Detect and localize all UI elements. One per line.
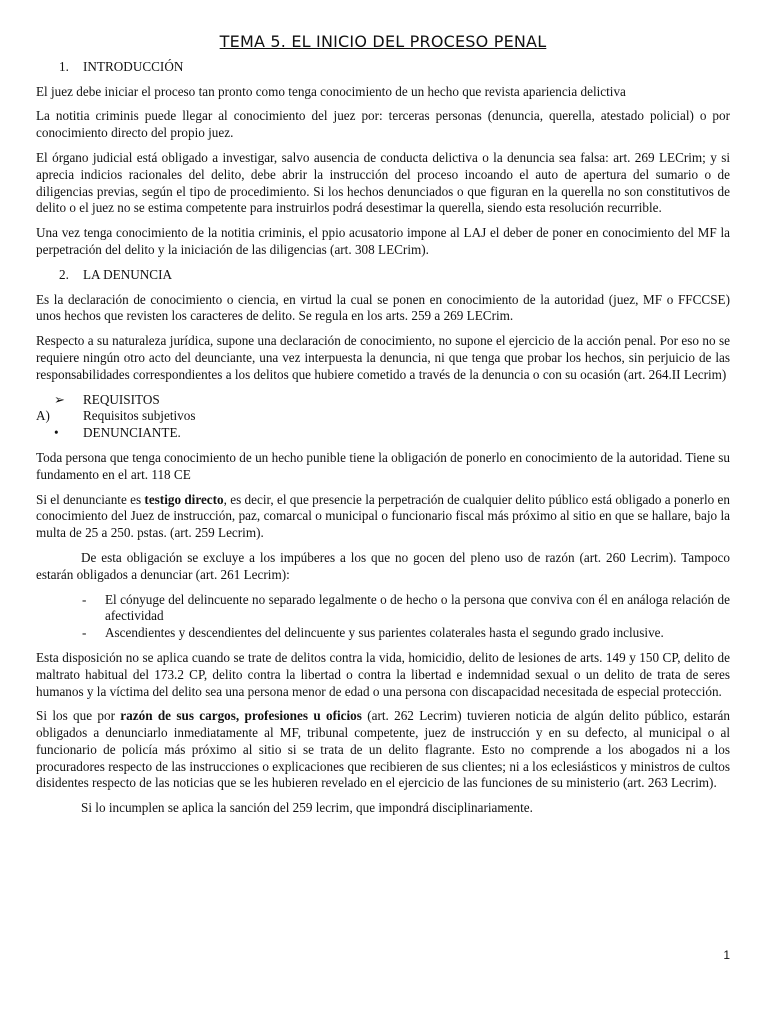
requisitos-list [36, 392, 730, 442]
paragraph: Respecto a su naturaleza jurídica, supone una declaración de conocimiento, no supone el ejercicio de la acción penal. Por eso no se requiere ningún otro acto del deunciante, una vez interpuesta la denuncia, ni que tenga que probar los hechos, sin perjuicio de las responsabilidades correspondientes a los delitos que hubiere cometido a través de la denuncia o con su ocasión (art. 264.II Lecrim) [36, 333, 730, 382]
section-label: INTRODUCCIÓN [83, 58, 184, 74]
section-heading-denuncia [36, 267, 730, 284]
section-number: 1. [59, 58, 69, 74]
exclusion-list [36, 592, 730, 642]
bullet-icon: • [54, 425, 59, 441]
text-run: (art. 262 Lecrim) tuvieren noticia de algún delito público, estarán obligados a denunciarlo inmediatamente al MF, tribunal competente, juez de instrucción y en su defecto, al municipal o al funcionario de policía más próximo al sitio si se trata de un delito flagrante. Esto no comprende a los abogados ni a los procuradores respecto de las instrucciones o explicaciones que recibieren de sus clientes; ni a los eclesiásticos y ministros de cultos disidentes respecto de las noticias que se les hubieren revelado en el ejercicio de las funciones de su ministerio (art. 263 Lecrim). [36, 708, 730, 791]
list-item-label: REQUISITOS [83, 391, 160, 407]
arrow-bullet-icon: ➢ [54, 391, 66, 407]
section-number: 2. [59, 266, 69, 282]
page-title: TEMA 5. EL INICIO DEL PROCESO PENAL [219, 32, 547, 51]
list-marker: A) [36, 408, 50, 424]
paragraph: El órgano judicial está obligado a investigar, salvo ausencia de conducta delictiva o la denuncia sea falsa: art. 269 LECrim; y si aprecia indicios racionales del delito, debe abrir la instrucción del proceso incoando el auto de apertura del sumario o de diligencias previas, según el tipo de procedimiento. Si los hechos denunciados o que figuran en la querella no son constitutivos de delito o el juez no se estima competente para instruirlos podrá desestimar la querella, siendo esta resolución recurrible. [36, 149, 730, 216]
text-run: Si el denunciante es [36, 491, 145, 507]
dash-marker: - [82, 625, 87, 641]
paragraph: Toda persona que tenga conocimiento de un hecho punible tiene la obligación de ponerlo en conocimiento de la autoridad. Tiene su fundamento en el art. 118 CE [36, 449, 730, 482]
list-item-label: El cónyuge del delincuente no separado legalmente o de hecho o la persona que conviva con él en análoga relación de afectividad [105, 591, 730, 624]
list-item [36, 625, 730, 642]
section-heading-introduccion [36, 59, 730, 76]
paragraph-testigo-directo [36, 492, 730, 542]
paragraph: El juez debe iniciar el proceso tan pronto como tenga conocimiento de un hecho que revista apariencia delictiva [36, 83, 626, 99]
list-item [36, 392, 730, 409]
section-label: LA DENUNCIA [83, 266, 173, 282]
list-item [36, 425, 730, 442]
list-item [36, 592, 730, 626]
text-run: , es decir, el que presencie la perpetración de cualquier delito público está obligado a ponerlo en conocimiento del Juez de instrucción, paz, comarcal o municipal o funcionario fiscal más próximo al sitio en que se hallare, bajo la multa de 25 a 250. pstas. (art. 259 Lecrim). [36, 491, 730, 541]
paragraph: Si lo incumplen se aplica la sanción del 259 lecrim, que impondrá disciplinariamente. [81, 800, 533, 816]
list-item-label: Ascendientes y descendientes del delincuente y sus parientes colaterales hasta el segundo grado inclusive. [105, 625, 664, 641]
document-page [36, 32, 730, 825]
page-number: 1 [723, 948, 730, 962]
list-item-label: DENUNCIANTE. [83, 425, 181, 441]
paragraph: Es la declaración de conocimiento o ciencia, en virtud la cual se ponen en conocimiento de la autoridad (juez, MF o FFCCSE) unos hechos que revisten los caracteres de delito. Se regula en los arts. 259 a 269 LECrim. [36, 291, 730, 324]
list-item [36, 408, 730, 425]
text-run: Si los que por [36, 708, 121, 724]
bold-term: testigo directo [144, 491, 224, 507]
paragraph: La notitia criminis puede llegar al conocimiento del juez por: terceras personas (denuncia, querella, atestado policial) o por conocimiento directo del propio juez. [36, 108, 730, 141]
paragraph: De esta obligación se excluye a los impúberes a los que no gocen del pleno uso de razón (art. 260 Lecrim). Tampoco estarán obligados a denunciar (art. 261 Lecrim): [36, 549, 730, 582]
bold-term: razón de sus cargos, profesiones u oficios [120, 708, 362, 724]
list-item-label: Requisitos subjetivos [83, 408, 196, 424]
paragraph: Una vez tenga conocimiento de la notitia criminis, el ppio acusatorio impone al LAJ el deber de poner en conocimiento del MF la perpetración del delito y la iniciación de las diligencias (art. 308 LECrim). [36, 225, 730, 257]
paragraph-razon-cargos [36, 708, 730, 792]
dash-marker: - [82, 591, 87, 607]
paragraph: Esta disposición no se aplica cuando se trate de delitos contra la vida, homicidio, delito de lesiones de arts. 149 y 150 CP, delito de maltrato habitual del 173.2 CP, delito contra la libertad o contra la libertad e indemnidad sexual o un delito de trata de seres humanos y la víctima del delito sea una persona menor de edad o una persona con discapacidad necesitada de especial protección. [36, 649, 730, 699]
